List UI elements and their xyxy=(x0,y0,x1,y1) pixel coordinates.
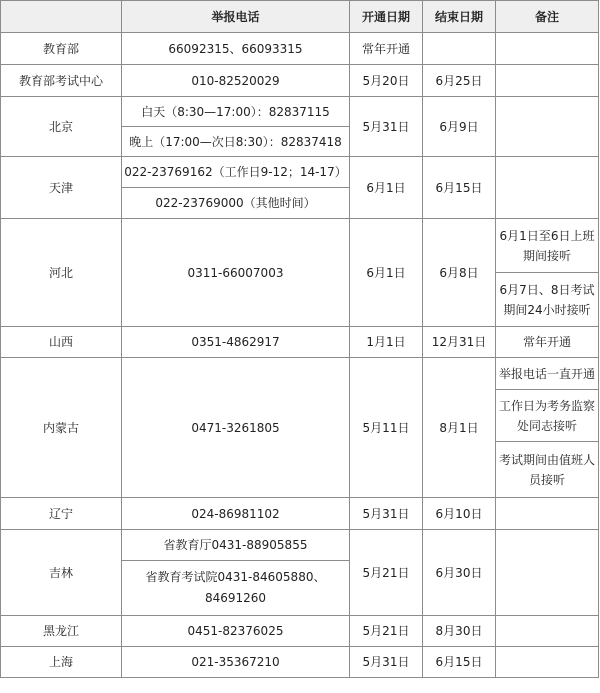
notes-cell: 6月1日至6日上班期间接听 xyxy=(496,219,599,273)
header-start-date: 开通日期 xyxy=(350,1,423,33)
phone-cell: 010-82520029 xyxy=(122,65,350,97)
start-date-cell: 5月11日 xyxy=(350,358,423,498)
region-cell: 上海 xyxy=(1,647,122,678)
notes-cell: 考试期间由值班人员接听 xyxy=(496,442,599,498)
start-date-cell: 5月31日 xyxy=(350,647,423,678)
start-date-cell: 5月21日 xyxy=(350,530,423,616)
header-region xyxy=(1,1,122,33)
region-cell: 北京 xyxy=(1,97,122,157)
phone-cell: 0451-82376025 xyxy=(122,616,350,647)
region-cell: 辽宁 xyxy=(1,498,122,530)
phone-cell: 省教育考试院0431-84605880、84691260 xyxy=(122,561,350,616)
header-row xyxy=(1,1,599,33)
region-cell: 山西 xyxy=(1,327,122,358)
start-date-cell: 5月21日 xyxy=(350,616,423,647)
phone-cell: 024-86981102 xyxy=(122,498,350,530)
region-cell: 教育部 xyxy=(1,33,122,65)
table-row xyxy=(1,219,599,273)
header-end-date: 结束日期 xyxy=(423,1,496,33)
start-date-cell: 6月1日 xyxy=(350,219,423,327)
end-date-cell: 12月31日 xyxy=(423,327,496,358)
region-cell: 教育部考试中心 xyxy=(1,65,122,97)
start-date-cell: 5月31日 xyxy=(350,97,423,157)
end-date-cell: 8月30日 xyxy=(423,616,496,647)
table-row xyxy=(1,157,599,188)
notes-cell xyxy=(496,65,599,97)
table-row xyxy=(1,358,599,390)
end-date-cell: 8月1日 xyxy=(423,358,496,498)
end-date-cell: 6月9日 xyxy=(423,97,496,157)
phone-cell: 021-35367210 xyxy=(122,647,350,678)
phone-cell: 022-23769000（其他时间） xyxy=(122,188,350,219)
notes-cell xyxy=(496,157,599,219)
notes-cell xyxy=(496,530,599,616)
notes-cell xyxy=(496,616,599,647)
end-date-cell: 6月15日 xyxy=(423,157,496,219)
header-phone: 举报电话 xyxy=(122,1,350,33)
end-date-cell: 6月25日 xyxy=(423,65,496,97)
start-date-cell: 5月20日 xyxy=(350,65,423,97)
end-date-cell: 6月30日 xyxy=(423,530,496,616)
region-cell: 吉林 xyxy=(1,530,122,616)
start-date-cell: 6月1日 xyxy=(350,157,423,219)
start-date-cell: 1月1日 xyxy=(350,327,423,358)
end-date-cell: 6月10日 xyxy=(423,498,496,530)
end-date-cell: 6月15日 xyxy=(423,647,496,678)
phone-cell: 0311-66007003 xyxy=(122,219,350,327)
table-row xyxy=(1,65,599,97)
end-date-cell: 6月8日 xyxy=(423,219,496,327)
region-cell: 黑龙江 xyxy=(1,616,122,647)
phone-cell: 白天（8:30—17:00）：82837115 xyxy=(122,97,350,127)
notes-cell xyxy=(496,33,599,65)
table-row xyxy=(1,647,599,678)
table-row xyxy=(1,327,599,358)
phone-cell: 晚上（17:00—次日8:30）：82837418 xyxy=(122,127,350,157)
phone-cell: 0351-4862917 xyxy=(122,327,350,358)
notes-cell xyxy=(496,97,599,157)
phone-cell: 省教育厅0431-88905855 xyxy=(122,530,350,561)
header-notes: 备注 xyxy=(496,1,599,33)
table-row xyxy=(1,33,599,65)
phone-cell: 022-23769162（工作日9-12；14-17） xyxy=(122,157,350,188)
notes-cell: 6月7日、8日考试期间24小时接听 xyxy=(496,273,599,327)
notes-cell: 常年开通 xyxy=(496,327,599,358)
phone-cell: 66092315、66093315 xyxy=(122,33,350,65)
phone-cell: 0471-3261805 xyxy=(122,358,350,498)
start-date-cell: 5月31日 xyxy=(350,498,423,530)
table-row xyxy=(1,498,599,530)
region-cell: 内蒙古 xyxy=(1,358,122,498)
region-cell: 天津 xyxy=(1,157,122,219)
notes-cell: 举报电话一直开通 xyxy=(496,358,599,390)
table-row xyxy=(1,97,599,127)
table-row xyxy=(1,616,599,647)
notes-cell xyxy=(496,498,599,530)
notes-cell: 工作日为考务监察处同志接听 xyxy=(496,390,599,442)
table-row xyxy=(1,530,599,561)
notes-cell xyxy=(496,647,599,678)
region-cell: 河北 xyxy=(1,219,122,327)
start-date-cell: 常年开通 xyxy=(350,33,423,65)
end-date-cell xyxy=(423,33,496,65)
